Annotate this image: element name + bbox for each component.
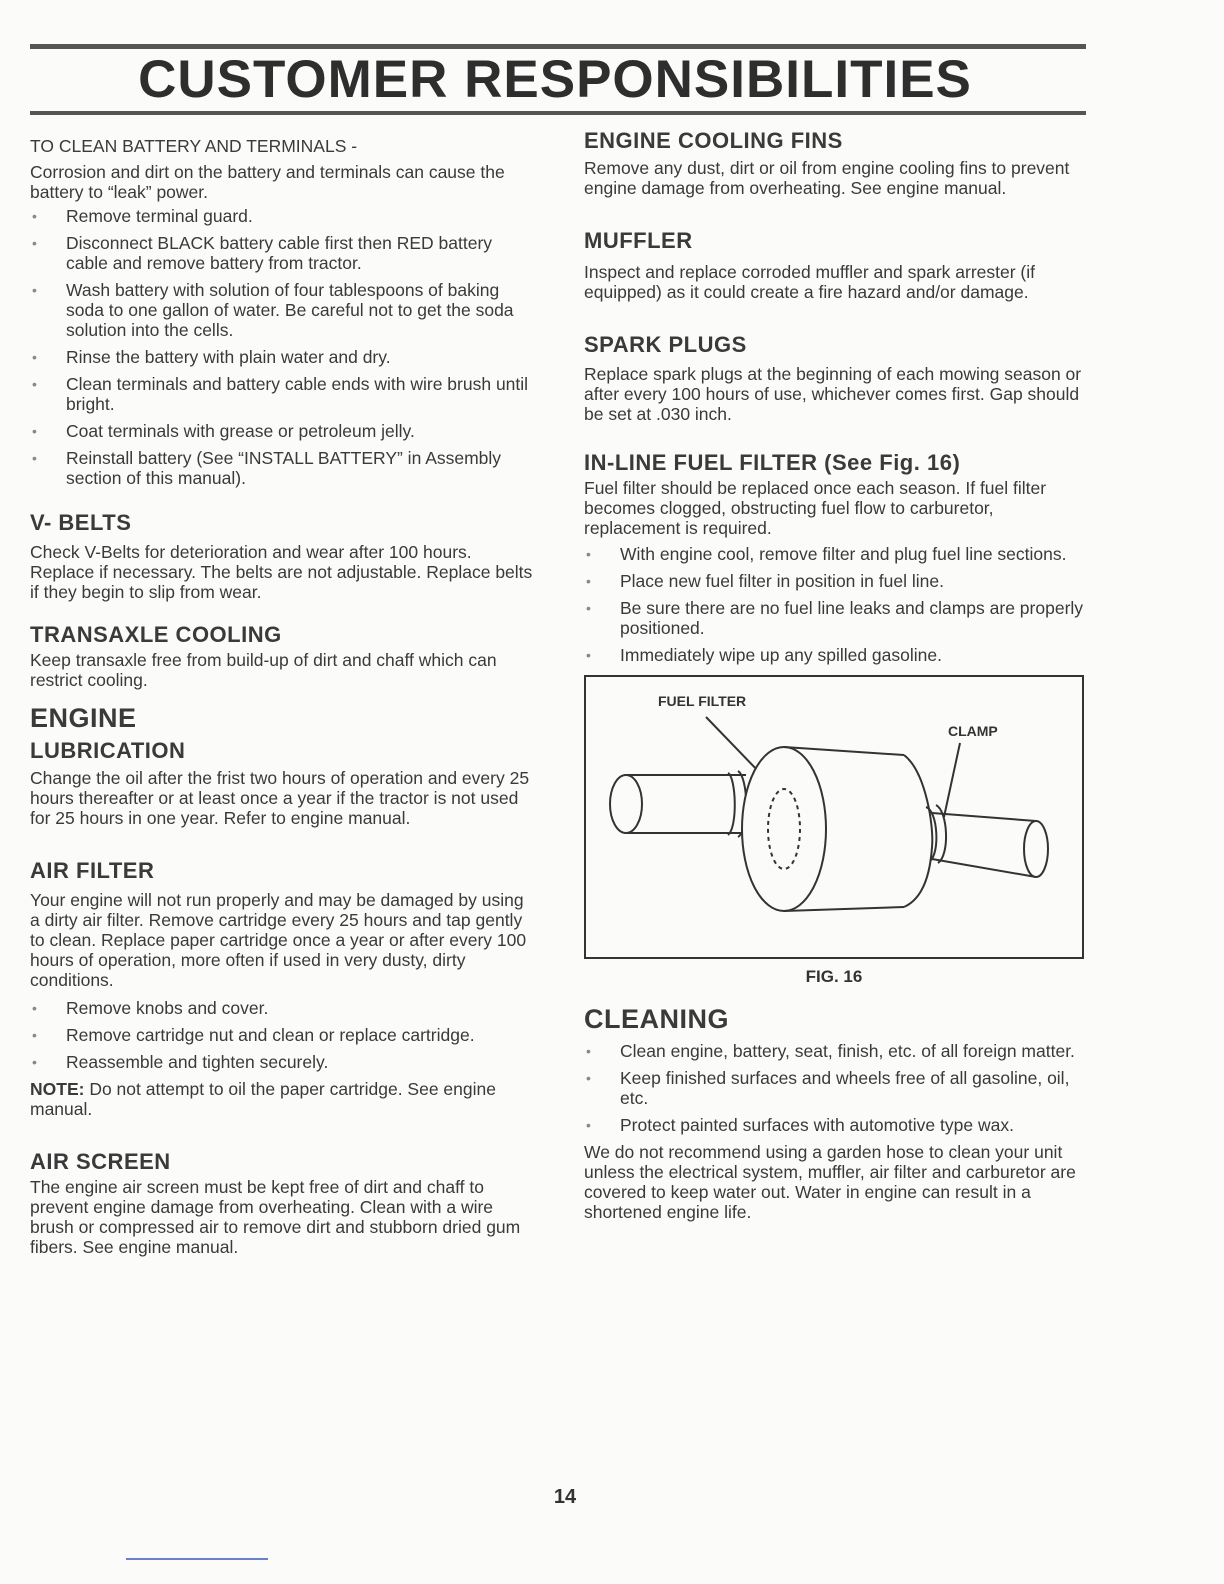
list-item: • Remove terminal guard.	[30, 206, 538, 226]
transaxle-section	[30, 622, 538, 690]
transaxle-heading: TRANSAXLE COOLING	[30, 622, 282, 647]
list-item: • Keep finished surfaces and wheels free of all gasoline, oil, etc.	[584, 1068, 1090, 1108]
cleaning-section	[584, 1003, 1090, 1222]
bottom-link-underline	[126, 1558, 268, 1560]
title-rule-top	[30, 44, 1086, 49]
lubrication-heading: LUBRICATION	[30, 738, 186, 763]
note-label: NOTE:	[30, 1079, 85, 1099]
fuel-filter-label: FUEL FILTER	[658, 693, 747, 709]
battery-heading: TO CLEAN BATTERY AND TERMINALS -	[30, 136, 358, 156]
cleaning-heading: CLEANING	[584, 1004, 729, 1034]
cooling-fins-section	[584, 128, 1090, 198]
list-item: • Wash battery with solution of four tablespoons of baking soda to one gallon of water. Be careful not to get the soda solution into the cells.	[30, 280, 538, 340]
list-item: • Be sure there are no fuel line leaks and clamps are properly positioned.	[584, 598, 1090, 638]
fuel-filter-steps	[584, 544, 1090, 665]
fuel-filter-text: Fuel filter should be replaced once each season. If fuel filter becomes clogged, obstructing fuel flow to carburetor, replacement is required.	[584, 478, 1047, 538]
list-item: • Protect painted surfaces with automotive type wax.	[584, 1115, 1090, 1135]
clamp-leader-line	[944, 743, 960, 817]
cooling-fins-heading: ENGINE COOLING FINS	[584, 128, 843, 153]
list-item: • Disconnect BLACK battery cable first then RED battery cable and remove battery from tractor.	[30, 233, 538, 273]
cleaning-text: We do not recommend using a garden hose to clean your unit unless the electrical system, muffler, air filter and carburetor are covered to keep water out. Water in engine can result in a shortened engine life.	[584, 1142, 1076, 1222]
engine-section	[30, 702, 538, 828]
vbelts-heading: V- BELTS	[30, 510, 132, 535]
filter-back	[904, 755, 932, 907]
fuel-filter-heading: IN-LINE FUEL FILTER (See Fig. 16)	[584, 450, 961, 475]
title-rule-bottom	[30, 111, 1086, 115]
page-number: 14	[553, 1486, 577, 1508]
muffler-text: Inspect and replace corroded muffler and spark arrester (if equipped) as it could create a fire hazard and/or damage.	[584, 262, 1036, 302]
left-hose-end	[610, 775, 642, 833]
air-filter-steps	[30, 998, 538, 1072]
list-item: • Place new fuel filter in position in fuel line.	[584, 571, 1090, 591]
lubrication-text: Change the oil after the frist two hours of operation and every 25 hours thereafter or at least once a year if the tractor is not used for 25 hours in one year. Refer to engine manual.	[30, 768, 530, 828]
battery-section	[30, 136, 538, 488]
list-item: • Rinse the battery with plain water and dry.	[30, 347, 538, 367]
right-column	[584, 128, 1090, 1222]
spark-plugs-heading: SPARK PLUGS	[584, 332, 747, 357]
right-hose-end	[1024, 821, 1048, 877]
fuel-filter-figure	[584, 675, 1084, 959]
clamp-label: CLAMP	[948, 723, 998, 739]
air-filter-text: Your engine will not run properly and may be damaged by using a dirty air filter. Remove cartridge every 25 hours and tap gently to clean. Replace paper cartridge once a year or after every 100 hours of operation, more often if used in very dusty, dirty conditions.	[30, 890, 527, 990]
air-screen-text: The engine air screen must be kept free of dirt and chaff to prevent engine damage from overheating. Clean with a wire brush or compressed air to remove dirt and stubborn dried gum fibers. See engine manual.	[30, 1177, 521, 1257]
list-item: • Clean terminals and battery cable ends with wire brush until bright.	[30, 374, 538, 414]
vbelts-section	[30, 510, 538, 602]
air-screen-section	[30, 1149, 538, 1257]
list-item: • Reinstall battery (See “INSTALL BATTERY” in Assembly section of this manual).	[30, 448, 538, 488]
battery-intro: Corrosion and dirt on the battery and terminals can cause the battery to “leak” power.	[30, 162, 505, 202]
spark-plugs-section	[584, 332, 1090, 424]
vbelts-text: Check V-Belts for deterioration and wear after 100 hours. Replace if necessary. The belts are not adjustable. Replace belts if they begin to slip from wear.	[30, 542, 533, 602]
air-filter-heading: AIR FILTER	[30, 858, 155, 883]
list-item: • Remove knobs and cover.	[30, 998, 538, 1018]
cooling-fins-text: Remove any dust, dirt or oil from engine cooling fins to prevent engine damage from overheating. See engine manual.	[584, 158, 1070, 198]
engine-heading: ENGINE	[30, 703, 137, 733]
filter-front	[742, 747, 826, 911]
list-item: • Remove cartridge nut and clean or replace cartridge.	[30, 1025, 538, 1045]
cleaning-steps	[584, 1041, 1090, 1135]
figure-caption: FIG. 16	[805, 967, 863, 986]
air-filter-section	[30, 858, 538, 1119]
right-hose	[932, 813, 1036, 877]
list-item: • With engine cool, remove filter and plug fuel line sections.	[584, 544, 1090, 564]
page-title: CUSTOMER RESPONSIBILITIES	[138, 50, 972, 109]
air-screen-heading: AIR SCREEN	[30, 1149, 171, 1174]
list-item: • Immediately wipe up any spilled gasoline.	[584, 645, 1090, 665]
muffler-section	[584, 228, 1090, 302]
muffler-heading: MUFFLER	[584, 228, 693, 253]
filter-leader-line	[706, 717, 762, 775]
left-column	[30, 128, 538, 1257]
note-text: Do not attempt to oil the paper cartridge. See engine manual.	[30, 1079, 496, 1119]
list-item: • Coat terminals with grease or petroleum jelly.	[30, 421, 538, 441]
battery-steps	[30, 206, 538, 488]
list-item: • Reassemble and tighten securely.	[30, 1052, 538, 1072]
left-hose	[626, 775, 746, 833]
transaxle-text: Keep transaxle free from build-up of dirt and chaff which can restrict cooling.	[30, 650, 497, 690]
air-filter-note	[30, 1079, 538, 1119]
spark-plugs-text: Replace spark plugs at the beginning of each mowing season or after every 100 hours of use, whichever comes first. Gap should be set at .030 inch.	[584, 364, 1082, 424]
list-item: • Clean engine, battery, seat, finish, etc. of all foreign matter.	[584, 1041, 1090, 1061]
fuel-filter-drawing	[586, 677, 1082, 957]
fuel-filter-section	[584, 450, 1090, 665]
